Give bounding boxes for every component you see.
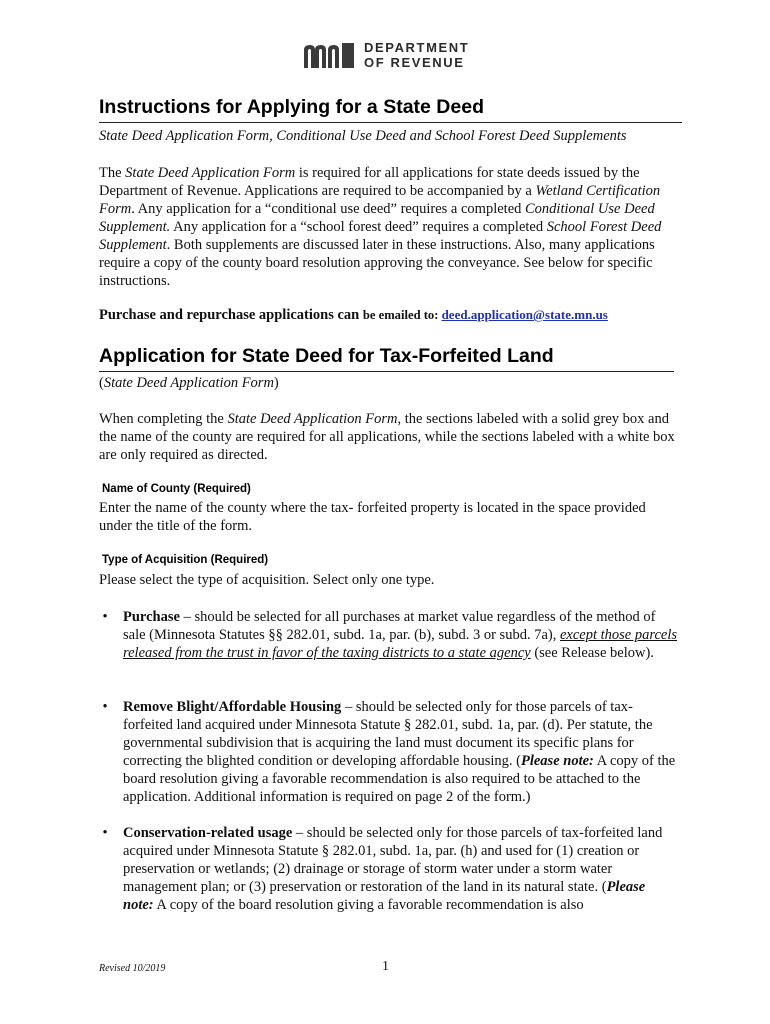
bullet-dot: • <box>102 699 108 715</box>
logo-line-2: OF REVENUE <box>364 55 465 70</box>
intro-paragraph: The State Deed Application Form is required for all applications for state deeds issued by the Department of Revenue. Applications are required to be accompanied by a Wetland Certification Form. Any application for a “conditional use deed” requires a completed Conditional Use Deed Supplement. Any application for a “school forest deed” requires a completed School Forest Deed Supplement. Both supplements are discussed later in these instructions. Also, many applications require a copy of the county board resolution approving the conveyance. See below for specific instructions. <box>99 165 662 289</box>
title-rule <box>99 122 682 123</box>
bullet-dot: • <box>102 609 108 625</box>
section-rule <box>99 371 674 372</box>
email-line: Purchase and repurchase applications can be emailed to: deed.application@state.mn.us <box>99 307 608 323</box>
department-logo <box>302 40 469 70</box>
name-county-text: Enter the name of the county where the tax- forfeited property is located in the space provided under the title of the form. <box>99 500 646 534</box>
section-title: Application for State Deed for Tax-Forfeited Land <box>99 345 554 367</box>
mn-logo-icon <box>302 41 358 69</box>
page-number: 1 <box>382 959 389 974</box>
bullet-conservation: • Conservation-related usage – should be selected only for those parcels of tax-forfeited land acquired under Minnesota Statute § 282.01, subd. 1a, par. (h) and used for (1) creation or preservation or wetlands; (2) drainage or storage of storm water under a storm water management plan; or (3) preservation or restoration of the land in its natural state. (Please note: A copy of the board resolution giving a favorable recommendation is also <box>99 824 679 914</box>
page-title: Instructions for Applying for a State Deed <box>99 96 484 118</box>
logo-line-1: DEPARTMENT <box>364 40 470 55</box>
name-county-heading: Name of County (Required) <box>102 483 251 495</box>
revised-date: Revised 10/2019 <box>99 963 166 974</box>
type-acq-text: Please select the type of acquisition. Select only one type. <box>99 572 435 588</box>
email-link[interactable]: deed.application@state.mn.us <box>441 307 608 322</box>
bullet-dot: • <box>102 825 108 841</box>
bullet-purchase: • Purchase – should be selected for all purchases at market value regardless of the method of sale (Minnesota Statutes §§ 282.01, subd. 1a, par. (b), subd. 3 or subd. 7a), except those parcels released from the trust in favor of the taxing districts to a state agency (see Release below). <box>99 608 679 662</box>
section-paragraph: When completing the State Deed Application Form, the sections labeled with a solid grey box and the name of the county are required for all applications, while the sections labeled with a white box are only required as directed. <box>99 411 675 463</box>
bullet-blight: • Remove Blight/Affordable Housing – should be selected only for those parcels of tax-forfeited land acquired under Minnesota Statute § 282.01, subd. 1a, par. (d). Per statute, the governmental subdivision that is acquiring the land must document its specific plans for correcting the blighted condition or developing affordable housing. (Please note: A copy of the board resolution giving a favorable recommendation is also required to be attached to the application. Additional information is required on page 2 of the form.) <box>99 698 679 806</box>
section-form-name: (State Deed Application Form) <box>99 375 279 391</box>
brand-mark: mn <box>302 41 304 42</box>
type-acq-heading: Type of Acquisition (Required) <box>102 554 269 566</box>
subtitle: State Deed Application Form, Conditional Use Deed and School Forest Deed Supplements <box>99 128 627 144</box>
